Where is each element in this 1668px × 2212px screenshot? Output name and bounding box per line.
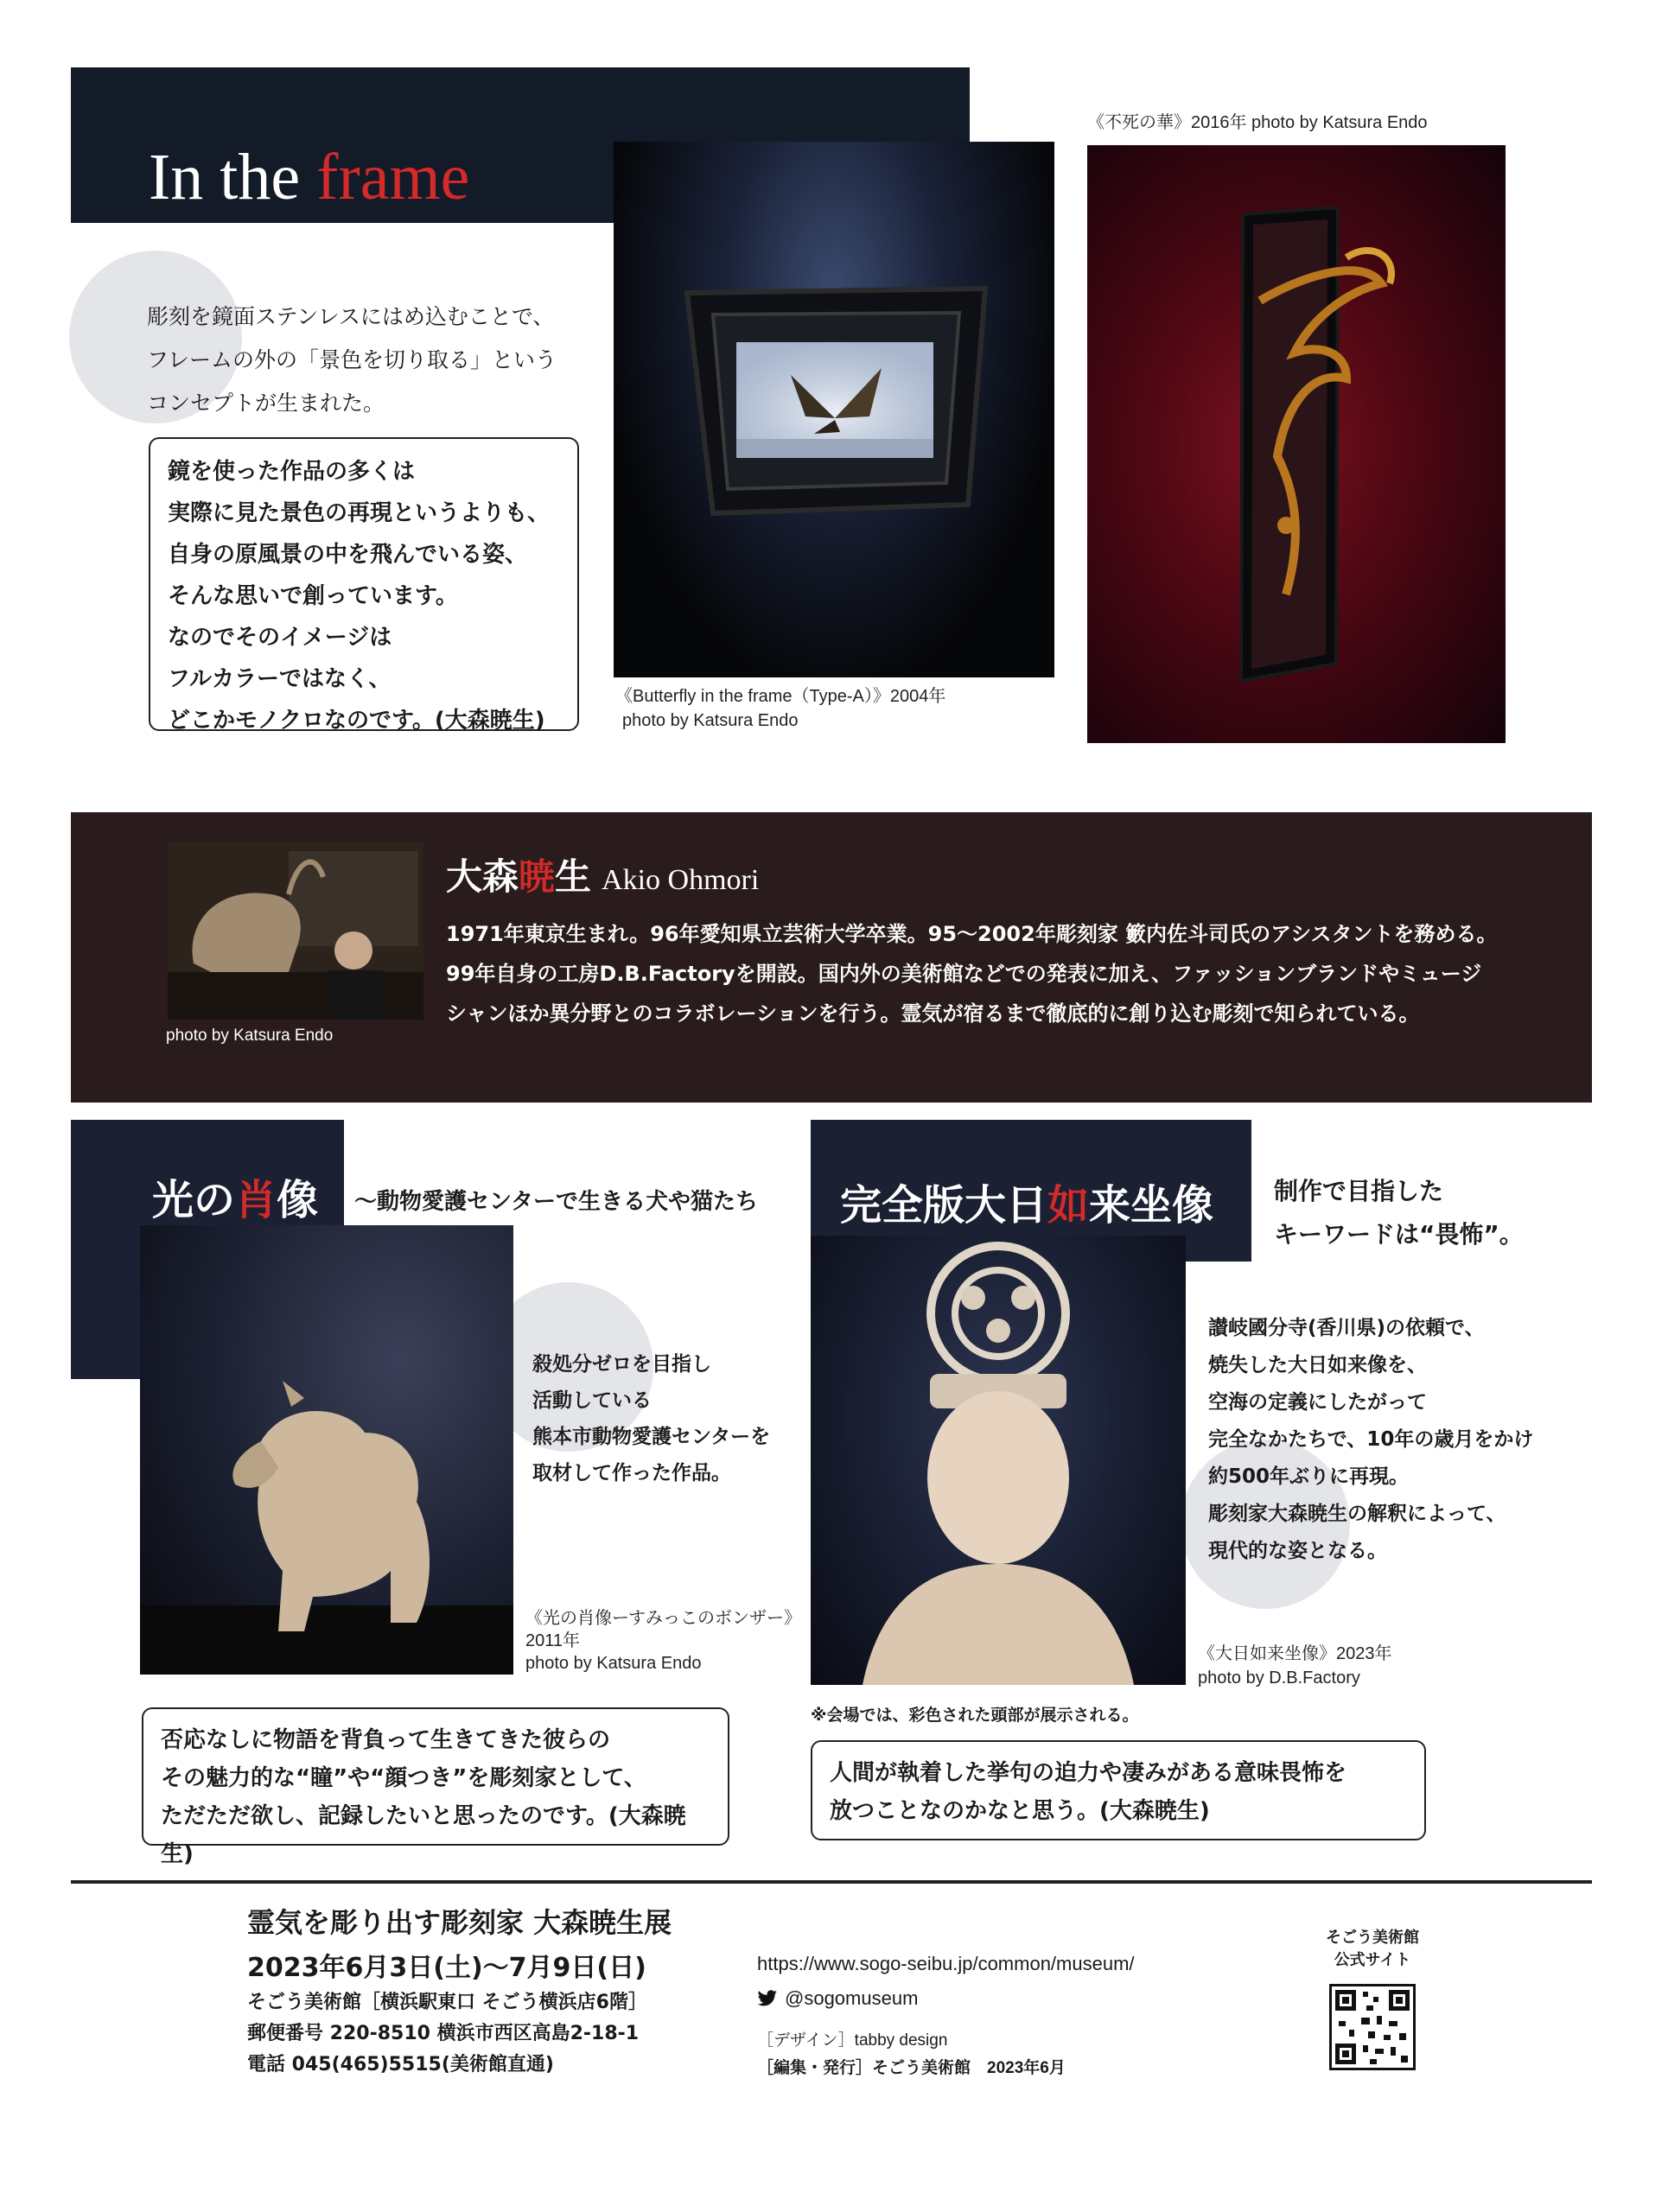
- artist-portrait-illustration: [168, 842, 423, 1020]
- butterfly-caption-credit: photo by Katsura Endo: [622, 711, 799, 730]
- buddha-sculpture-illustration: [811, 1236, 1186, 1685]
- light-portrait-quote-text: 否応なしに物語を背負って生きてきた彼らの その魅力的な“瞳”や“顔つき”を彫刻家として、 ただただ欲し、記録したいと思ったのです。(大森暁生): [161, 1727, 686, 1867]
- venue-address: そごう美術館［横浜駅東口 そごう横浜店6階］: [247, 1992, 647, 2013]
- twitter-handle: @sogomuseum: [785, 1987, 919, 2009]
- frame-quote-text: 鏡を使った作品の多くは 実際に見た景色の再現というよりも、 自身の原風景の中を飛んでいる姿、 そんな思いで創っています。 なのでそのイメージは フルカラーではなく、 どこかモノクロなのです。(大森暁生): [168, 459, 551, 734]
- artist-portrait-photo: [168, 842, 423, 1020]
- postal-address: 郵便番号 220-8510 横浜市西区高島2-18-1: [247, 2023, 640, 2044]
- buddha-caption-credit: photo by D.B.Factory: [1198, 1669, 1360, 1688]
- buddha-exhibit-note: ※会場では、彩色された頭部が展示される。: [811, 1706, 1139, 1725]
- light-portrait-title: 光の肖像: [152, 1176, 319, 1224]
- phone-number: 電話 045(465)5515(美術館直通): [247, 2054, 554, 2075]
- qr-pattern: [1332, 1986, 1413, 2068]
- qr-code-icon[interactable]: [1329, 1984, 1416, 2070]
- section-title-in-the-frame: In the frame: [149, 141, 470, 213]
- buddha-keyword: 制作で目指した キーワードは“畏怖”。: [1274, 1177, 1524, 1249]
- buddha-quote-box: [811, 1740, 1426, 1840]
- dog-sculpture-photo: [140, 1225, 513, 1675]
- exhibition-dates: 2023年6月3日(土)～7月9日(日): [247, 1953, 646, 1983]
- butterfly-caption: [615, 684, 945, 733]
- phoenix-artwork-photo: [1087, 145, 1506, 743]
- twitter-bird-icon: [757, 1990, 778, 2007]
- buddha-description: 讃岐國分寺(香川県)の依頼で、 焼失した大日如来像を、 空海の定義にしたがって 完全なかたちで、10年の歳月をかけ 約500年ぶりに再現。 彫刻家大森暁生の解釈によって、 現代的な姿となる。: [1208, 1317, 1534, 1562]
- exhibition-title: 霊気を彫り出す彫刻家 大森暁生展: [247, 1906, 672, 1939]
- artist-photo-credit: photo by Katsura Endo: [166, 1027, 334, 1045]
- light-portrait-caption-title: 《光の肖像ーすみっこのボンザー》: [525, 1609, 801, 1628]
- footer-divider: [71, 1880, 1592, 1884]
- phoenix-caption: 《不死の華》2016年 photo by Katsura Endo: [1087, 113, 1428, 132]
- butterfly-caption-title: 《Butterfly in the frame（Type-A）》2004年: [615, 687, 946, 706]
- buddha-sculpture-photo: [811, 1236, 1186, 1685]
- dog-sculpture-illustration: [140, 1225, 513, 1675]
- buddha-title: 完全版大日如来坐像: [840, 1181, 1214, 1230]
- butterfly-artwork-photo: [614, 142, 1054, 677]
- artist-biography: 1971年東京生まれ。96年愛知県立芸術大学卒業。95～2002年彫刻家 籔内佐斗司氏のアシスタントを務める。 99年自身の工房D.B.Factoryを開設。国内外の美術館などでの発表に加え、ファッションブランドやミュージ シャンほか異分野とのコラボレーションを行う。霊気が宿るまで徹底的に創り込む彫刻で知られている。: [446, 922, 1498, 1026]
- light-portrait-caption: [525, 1607, 801, 1675]
- light-portrait-subtitle: ～動物愛護センターで生きる犬や猫たち: [354, 1189, 758, 1215]
- light-portrait-quote-box: [142, 1707, 729, 1867]
- qr-label-line1: そごう美術館: [1326, 1929, 1419, 1947]
- museum-url-link[interactable]: https://www.sogo-seibu.jp/common/museum/: [757, 1953, 1135, 1974]
- qr-label-line2: 公式サイト: [1334, 1951, 1411, 1969]
- design-credit: ［デザイン］tabby design: [757, 2031, 948, 2050]
- light-portrait-description: 殺処分ゼロを目指し 活動している 熊本市動物愛護センターを 取材して作った作品。: [532, 1353, 771, 1484]
- buddha-caption-title: 《大日如来坐像》2023年: [1198, 1644, 1392, 1663]
- frame-quote-box: [149, 437, 579, 734]
- buddha-caption: [1198, 1642, 1392, 1690]
- butterfly-frame-illustration: [614, 142, 1054, 677]
- buddha-quote-text: 人間が執着した挙句の迫力や凄みがある意味畏怖を 放つことなのかなと思う。(大森暁生): [830, 1760, 1347, 1824]
- light-portrait-caption-year: 2011年: [525, 1631, 581, 1650]
- publisher-credit: ［編集・発行］そごう美術館 2023年6月: [757, 2059, 1066, 2077]
- phoenix-frame-illustration: [1087, 145, 1506, 743]
- frame-intro-text: 彫刻を鏡面ステンレスにはめ込むことで、 フレームの外の「景色を切り取る」という コンセプトが生まれた。: [147, 304, 557, 416]
- twitter-link[interactable]: [757, 1987, 918, 2010]
- artist-name: 大森暁生 Akio Ohmori: [446, 855, 760, 898]
- light-portrait-caption-credit: photo by Katsura Endo: [525, 1654, 702, 1673]
- qr-label: [1305, 1927, 1440, 1972]
